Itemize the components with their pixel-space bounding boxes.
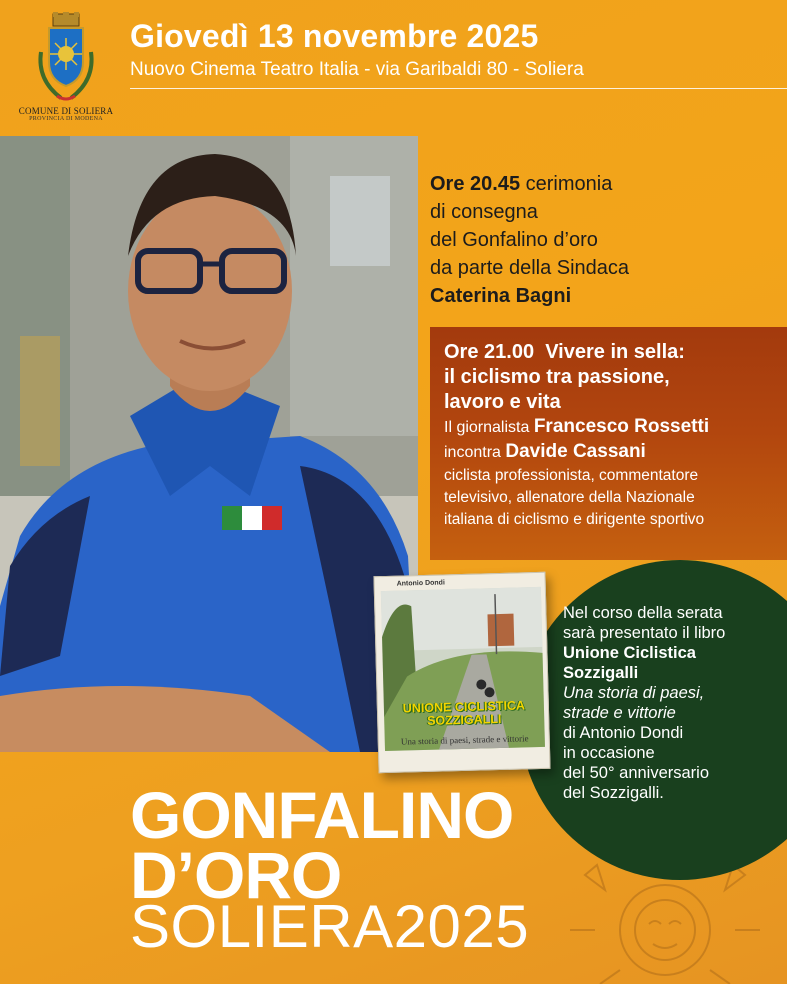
book-note-line5: del Sozzigalli.: [563, 784, 664, 802]
book-author: di Antonio Dondi: [563, 724, 684, 742]
title-gonfalino: GONFALINO: [130, 778, 514, 852]
book-cover-subtitle: Una storia di paesi, strade e vittorie: [400, 733, 529, 747]
title-doro: D’ORO: [130, 838, 342, 912]
book-note-line4: del 50° anniversario: [563, 764, 710, 782]
talk-title-c: lavoro e vita: [444, 391, 561, 413]
talk-info: [444, 340, 784, 531]
guest-desc-b: televisivo, allenatore della Nazionale: [444, 489, 695, 506]
event-date: Giovedì 13 novembre 2025: [130, 18, 539, 54]
meets-prefix: incontra: [444, 444, 506, 461]
mayor-name: Caterina Bagni: [430, 285, 572, 307]
talk-title-a: Vivere in sella:: [545, 341, 685, 363]
ceremony-info: [430, 170, 787, 310]
book-cover-title-b: SOZZIGALLI: [426, 711, 502, 728]
book-subtitle-a: Una storia di paesi,: [563, 684, 705, 702]
cyclist-portrait-photo: [0, 136, 418, 752]
book-title-a: Unione Ciclistica: [563, 644, 696, 662]
ceremony-time: Ore 20.45: [430, 173, 521, 195]
book-cover-author: Antonio Dondi: [396, 579, 445, 588]
crest-province: PROVINCIA DI MODENA: [29, 116, 103, 122]
book-cover: [373, 572, 550, 773]
journalist-prefix: Il giornalista: [444, 419, 534, 436]
book-note-line1: Nel corso della serata: [563, 604, 723, 622]
event-venue: Nuovo Cinema Teatro Italia - via Garibaldi 80 - Soliera: [130, 59, 584, 80]
book-announcement: [563, 603, 783, 803]
municipal-crest: [18, 12, 114, 130]
guest-desc-c: italiana di ciclismo e dirigente sportivo: [444, 511, 705, 528]
book-subtitle-b: strade e vittorie: [563, 704, 676, 722]
title-soliera2025: SOLIERA2025: [130, 893, 530, 960]
book-cover-title: [388, 699, 541, 729]
header-divider: [130, 88, 787, 89]
guest-desc-a: ciclista professionista, commentatore: [444, 467, 699, 484]
ceremony-text-a: cerimonia: [520, 173, 613, 195]
talk-title-b: il ciclismo tra passione,: [444, 366, 670, 388]
talk-time: Ore 21.00: [444, 341, 535, 363]
book-cover-title-a: UNIONE CICLISTICA: [402, 698, 526, 716]
book-note-line3: in occasione: [563, 744, 655, 762]
guest-name: Davide Cassani: [505, 441, 646, 462]
ceremony-text-c: del Gonfalino d’oro: [430, 229, 598, 251]
journalist-name: Francesco Rossetti: [533, 416, 710, 437]
book-title-b: Sozzigalli: [563, 664, 639, 682]
crest-name: COMUNE DI SOLIERA: [18, 106, 114, 116]
crest-shield-icon: [31, 12, 101, 104]
book-note-line2: sarà presentato il libro: [563, 624, 726, 642]
ceremony-text-d: da parte della Sindaca: [430, 257, 630, 279]
ceremony-text-b: di consegna: [430, 201, 538, 223]
